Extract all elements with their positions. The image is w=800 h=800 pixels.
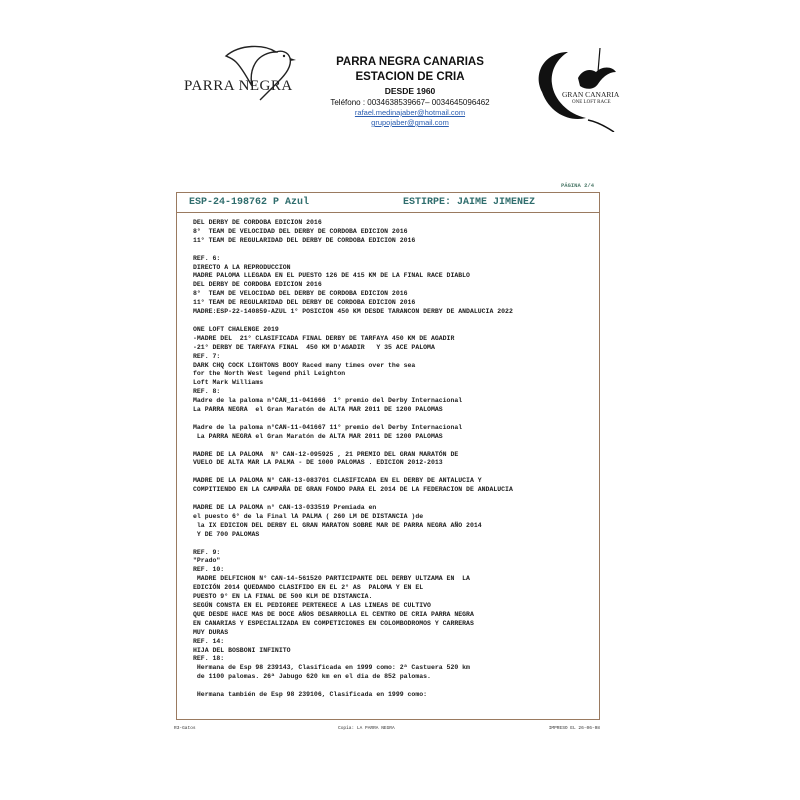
pedigree-line: REF. 6: bbox=[193, 254, 221, 262]
pedigree-line: MADRE:ESP-22-140859-AZUL 1° POSICION 450 KM DESDE TARANCON DERBY DE ANDALUCIA 2022 bbox=[193, 308, 513, 316]
pedigree-line: 8° TEAM DE VELOCIDAD DEL DERBY DE CORDOBA EDICION 2016 bbox=[193, 290, 408, 298]
pedigree-line: REF. 9: bbox=[193, 548, 221, 556]
pedigree-line: 11° TEAM DE REGULARIDAD DEL DERBY DE CORDOBA EDICION 2016 bbox=[193, 299, 416, 307]
pedigree-line: COMPITIENDO EN LA CAMPAÑA DE GRAN FONDO PARA EL 2014 DE LA FEDERACION DE ANDALUCIA bbox=[193, 486, 513, 494]
pedigree-line: La PARRA NEGRA el Gran Maratón de ALTA MAR 2011 DE 1200 PALOMAS bbox=[193, 432, 443, 440]
pedigree-line: la IX EDICION DEL DERBY EL GRAN MARATON SOBRE MAR DE PARRA NEGRA AÑO 2014 bbox=[193, 521, 482, 529]
sheet-footer bbox=[172, 726, 604, 734]
pedigree-line: MADRE DE LA PALOMA N° CAN-12-095925 , 21 PREMIO DEL GRAN MARATÓN DE bbox=[193, 450, 459, 458]
pedigree-line bbox=[193, 415, 593, 424]
pedigree-line: HIJA DEL BOSBONI INFINITO bbox=[193, 646, 291, 654]
pedigree-line bbox=[193, 468, 593, 477]
pedigree-line: Y DE 700 PALOMAS bbox=[193, 530, 260, 538]
pedigree-line bbox=[193, 317, 593, 326]
pedigree-line: PUESTO 9° EN LA FINAL DE 500 KLM DE DISTANCIA. bbox=[193, 593, 373, 601]
pedigree-line: DARK CHQ COCK LIGHTONS BOOY Raced many times over the sea bbox=[193, 361, 416, 369]
pedigree-line: MADRE PALOMA LLEGADA EN EL PUESTO 126 DE 415 KM DE LA FINAL RACE DIABLO bbox=[193, 272, 470, 280]
pedigree-line: MUY DURAS bbox=[193, 628, 229, 636]
logo-left-text: PARRA NEGRA bbox=[184, 78, 293, 94]
page-number: PÁGINA 2/4 bbox=[560, 182, 594, 189]
pedigree-line bbox=[193, 682, 593, 691]
pedigree-line: SEGÚN CONSTA EN EL PEDIGREE PERTENECE A LAS LINEAS DE CULTIVO bbox=[193, 601, 431, 609]
footer-left: R3-Gatos bbox=[174, 726, 196, 731]
pedigree-line: REF. 7: bbox=[193, 352, 221, 360]
pedigree-line: EN CANARIAS Y ESPECIALIZADA EN COMPETICIONES EN COLOMBODROMOS Y CARRERAS bbox=[193, 619, 474, 627]
pedigree-line bbox=[193, 246, 593, 255]
letterhead bbox=[0, 0, 800, 150]
pedigree-line: for the North West legend phil Leighton bbox=[193, 370, 346, 378]
pedigree-notes bbox=[193, 219, 593, 700]
pigeon-emblem-icon bbox=[528, 42, 628, 132]
pedigree-line: La PARRA NEGRA el Gran Maratón de ALTA MAR 2011 DE 1200 PALOMAS bbox=[193, 406, 443, 414]
pedigree-line: DEL DERBY DE CORDOBA EDICION 2016 bbox=[193, 281, 322, 289]
pedigree-line: Loft Mark Williams bbox=[193, 379, 264, 387]
pedigree-line: REF. 18: bbox=[193, 655, 225, 663]
pedigree-line bbox=[193, 442, 593, 451]
email-link-2[interactable]: grupojaber@gmail.com bbox=[371, 118, 449, 127]
strain-label: ESTIRPE: JAIME JIMENEZ bbox=[403, 197, 536, 208]
pedigree-line bbox=[193, 540, 593, 549]
pedigree-line: REF. 8: bbox=[193, 388, 221, 396]
pedigree-line: DIRECTO A LA REPRODUCCION bbox=[193, 263, 291, 271]
parra-negra-logo bbox=[168, 38, 308, 108]
org-name: PARRA NEGRA CANARIAS bbox=[336, 56, 484, 68]
pedigree-line: Madre de la paloma n°CAN-11-041667 11° premio del Derby Internacional bbox=[193, 423, 463, 431]
pedigree-line: el puesto 6° de la Final lA PALMA ( 260 LM DE DISTANCIA )de bbox=[193, 512, 424, 520]
pedigree-sheet bbox=[172, 180, 604, 738]
pedigree-line bbox=[193, 495, 593, 504]
gran-canaria-logo bbox=[528, 42, 628, 132]
ring-number: ESP-24-198762 P Azul bbox=[189, 197, 310, 208]
card-header bbox=[177, 193, 599, 213]
pedigree-line: EDICIÓN 2014 QUEDANDO CLASIFIDO EN EL 2° AS PALOMA Y EN EL bbox=[193, 584, 424, 592]
pedigree-line: 11° TEAM DE REGULARIDAD DEL DERBY DE CORDOBA EDICION 2016 bbox=[193, 236, 416, 244]
org-subtitle: ESTACION DE CRIA bbox=[355, 71, 465, 83]
pedigree-line: Madre de la paloma n°CAN_11-041666 1° premio del Derby Internacional bbox=[193, 397, 463, 405]
pedigree-line: QUE DESDE HACE MAS DE DOCE AÑOS DESARROLLA EL CENTRO DE CRIA PARRA NEGRA bbox=[193, 610, 474, 618]
pedigree-line: Hermana de Esp 98 239143, Clasificada en 1999 como: 2ª Castuera 520 km bbox=[193, 664, 470, 672]
pedigree-line: MADRE DE LA PALOMA n° CAN-13-033519 Premiada en bbox=[193, 504, 377, 511]
pedigree-line: 8° TEAM DE VELOCIDAD DEL DERBY DE CORDOBA EDICION 2016 bbox=[193, 227, 408, 235]
pedigree-card bbox=[176, 192, 600, 720]
logo-right-subtitle: ONE LOFT RACE bbox=[572, 100, 611, 105]
pedigree-line: MADRE DELFICHON N° CAN-14-561520 PARTICIPANTE DEL DERBY ULTZAMA EN LA bbox=[193, 575, 470, 583]
pedigree-line: ONE LOFT CHALENGE 2019 bbox=[193, 325, 279, 333]
footer-printed-date: IMPRESO EL 26-06-08 bbox=[548, 726, 600, 731]
logo-right-title: GRAN CANARIA bbox=[562, 90, 620, 99]
pedigree-line: de 1100 palomas. 26ª Jabugo 620 km en el dia de 852 palomas. bbox=[193, 673, 431, 681]
bird-silhouette-icon bbox=[168, 38, 308, 108]
pedigree-line: VUELO DE ALTA MAR LA PALMA - DE 1000 PALOMAS . EDICION 2012-2013 bbox=[193, 459, 443, 467]
since-label: DESDE 1960 bbox=[384, 86, 436, 96]
pedigree-line: REF. 14: bbox=[193, 637, 225, 645]
footer-copy: Copia: LA PARRA NEGRA bbox=[338, 726, 395, 731]
pedigree-line: "Prado" bbox=[193, 557, 221, 565]
pedigree-line: Hermana también de Esp 98 239106, Clasificada en 1999 como: bbox=[193, 691, 428, 699]
email-link-1[interactable]: rafael.medinajaber@hotmail.com bbox=[354, 108, 466, 117]
phone-numbers: Teléfono : 0034638539667– 0034645096462 bbox=[330, 98, 490, 107]
pedigree-line: -21° DERBY DE TARFAYA FINAL 450 KM D'AGADIR Y 35 ACE PALOMA bbox=[193, 343, 435, 351]
pedigree-line: -MADRE DEL 21° CLASIFICADA FINAL DERBY DE TARFAYA 450 KM DE AGADIR bbox=[193, 334, 455, 342]
pedigree-line: DEL DERBY DE CORDOBA EDICION 2016 bbox=[193, 219, 322, 226]
header-center bbox=[310, 55, 510, 128]
pedigree-line: REF. 10: bbox=[193, 566, 225, 574]
pedigree-line: MADRE DE LA PALOMA N° CAN-13-083701 CLASIFICADA EN EL DERBY DE ANTALUCIA Y bbox=[193, 477, 482, 485]
